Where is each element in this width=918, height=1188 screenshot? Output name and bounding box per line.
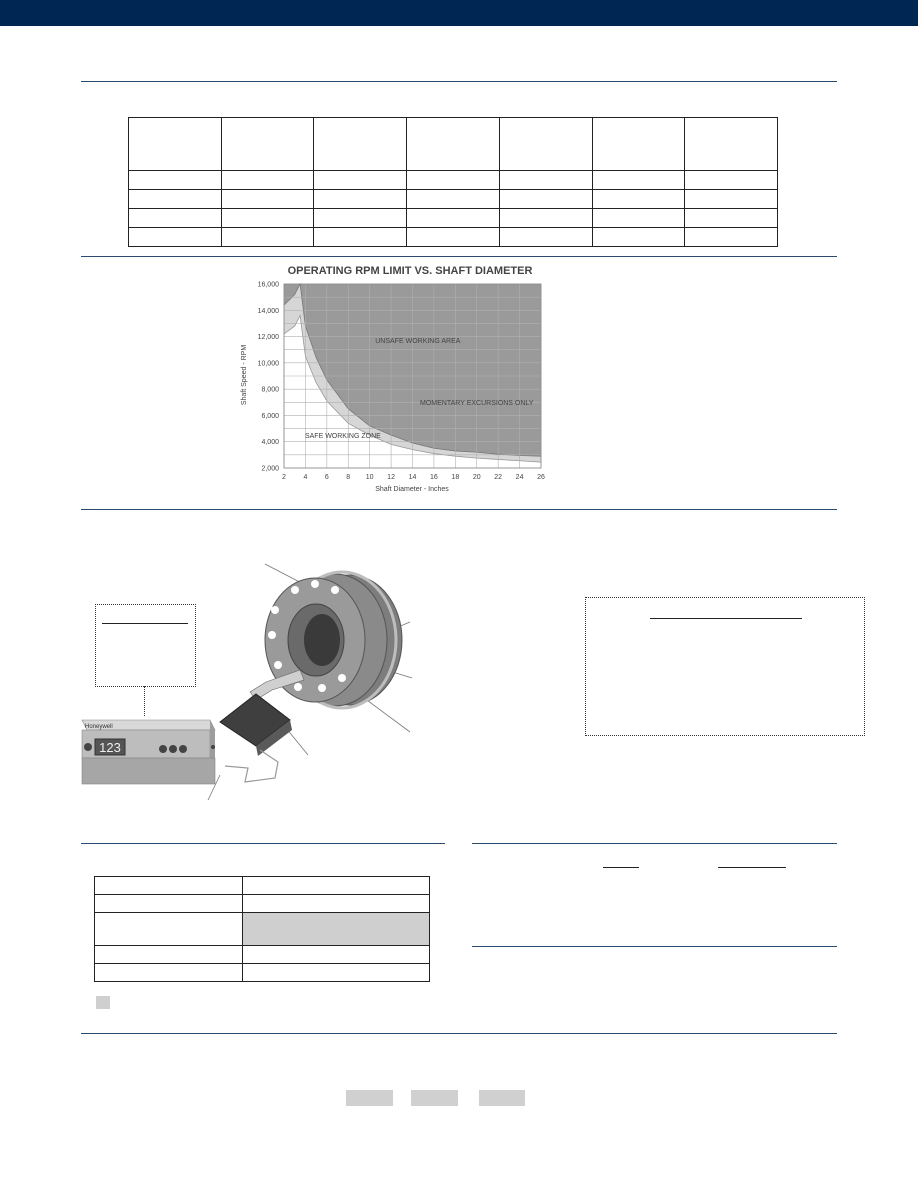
table-cell — [221, 171, 314, 190]
table-cell — [685, 209, 778, 228]
table-cell — [129, 118, 222, 171]
table-cell — [314, 228, 407, 247]
table-row — [129, 209, 778, 228]
table-cell — [592, 118, 685, 171]
table-cell — [243, 964, 430, 982]
table-cell — [314, 209, 407, 228]
table-cell — [407, 190, 500, 209]
table-row — [95, 895, 430, 913]
table-cell — [592, 171, 685, 190]
table-cell — [407, 209, 500, 228]
table-cell — [685, 118, 778, 171]
y-axis-label: Shaft Speed - RPM — [241, 344, 248, 406]
x-tick-label: 18 — [451, 474, 460, 481]
y-tick-label: 12,000 — [257, 334, 279, 342]
table-cell — [243, 946, 430, 964]
x-tick-label: 2 — [282, 474, 286, 481]
x-tick-label: 10 — [365, 474, 374, 481]
x-tick-label: 14 — [408, 474, 417, 481]
callout-underline — [650, 618, 802, 619]
device-display-value: 123 — [99, 740, 121, 755]
y-tick-label: 16,000 — [257, 281, 279, 289]
chart-annotation: UNSAFE WORKING AREA — [375, 338, 461, 346]
table-cell — [95, 946, 243, 964]
chart-annotation: SAFE WORKING ZONE — [304, 432, 381, 440]
table-cell — [95, 913, 243, 946]
x-tick-label: 12 — [387, 474, 395, 481]
table-cell — [685, 228, 778, 247]
x-tick-label: 8 — [346, 474, 351, 481]
section-divider-1 — [81, 81, 837, 82]
y-tick-label: 6,000 — [261, 412, 279, 420]
page-button[interactable] — [479, 1090, 525, 1106]
table-row — [129, 190, 778, 209]
section-divider-3 — [81, 509, 837, 510]
x-tick-label: 22 — [494, 474, 503, 481]
table-row — [129, 171, 778, 190]
x-tick-label: 24 — [515, 474, 524, 481]
y-tick-label: 4,000 — [261, 439, 279, 447]
x-tick-label: 6 — [324, 474, 329, 481]
table-cell — [499, 209, 592, 228]
y-tick-label: 8,000 — [261, 386, 279, 394]
table-row — [95, 946, 430, 964]
table-row — [129, 228, 778, 247]
sensor-illustration — [60, 550, 440, 810]
table-cell — [243, 895, 430, 913]
page-button[interactable] — [411, 1090, 458, 1106]
table-cell — [592, 190, 685, 209]
table-cell — [685, 171, 778, 190]
table-cell — [407, 228, 500, 247]
section-divider-2 — [81, 256, 837, 257]
x-tick-label: 16 — [430, 474, 438, 481]
x-axis-label: Shaft Diameter - Inches — [375, 486, 449, 493]
rpm-limit-chart — [232, 258, 562, 510]
top-banner — [0, 0, 918, 26]
section-divider-6 — [472, 946, 837, 947]
section-divider-5 — [472, 843, 837, 844]
table-cell — [221, 209, 314, 228]
table-cell — [95, 964, 243, 982]
table-cell — [407, 118, 500, 171]
legend-swatch — [96, 996, 110, 1009]
table-cell — [592, 228, 685, 247]
table-cell — [499, 190, 592, 209]
table-cell — [129, 171, 222, 190]
table-row — [95, 877, 430, 895]
table-cell — [314, 190, 407, 209]
table-cell — [95, 895, 243, 913]
table-cell — [129, 228, 222, 247]
specifications-table — [128, 117, 778, 247]
callout-box-right — [585, 597, 865, 736]
table-cell — [499, 171, 592, 190]
x-axis-ticks — [282, 474, 545, 481]
blank-underline — [603, 867, 639, 868]
chart-title: OPERATING RPM LIMIT VS. SHAFT DIAMETER — [287, 265, 533, 277]
table-cell — [221, 228, 314, 247]
x-tick-label: 20 — [472, 474, 481, 481]
table-cell — [314, 118, 407, 171]
table-cell — [95, 877, 243, 895]
table-row — [95, 964, 430, 982]
table-cell-shaded — [243, 913, 430, 946]
blank-underline — [718, 867, 786, 868]
table-cell — [129, 209, 222, 228]
y-tick-label: 14,000 — [257, 307, 279, 315]
x-tick-label: 4 — [303, 474, 308, 481]
x-tick-label: 26 — [537, 474, 545, 481]
page-button[interactable] — [346, 1090, 393, 1106]
table-cell — [685, 190, 778, 209]
table-header-row — [129, 118, 778, 171]
y-tick-label: 10,000 — [257, 360, 279, 368]
table-row — [95, 913, 430, 946]
table-cell — [499, 118, 592, 171]
table-cell — [499, 228, 592, 247]
section-divider-7 — [81, 1033, 837, 1034]
chart-annotation: MOMENTARY EXCURSIONS ONLY — [420, 399, 534, 407]
table-cell — [592, 209, 685, 228]
y-tick-label: 2,000 — [261, 465, 279, 473]
device-brand-label: Honeywell — [85, 724, 113, 730]
table-cell — [243, 877, 430, 895]
properties-table — [94, 876, 430, 982]
table-cell — [221, 190, 314, 209]
table-cell — [221, 118, 314, 171]
y-axis-ticks — [258, 282, 280, 473]
table-cell — [407, 171, 500, 190]
table-cell — [314, 171, 407, 190]
table-cell — [129, 190, 222, 209]
section-divider-4 — [81, 843, 445, 844]
